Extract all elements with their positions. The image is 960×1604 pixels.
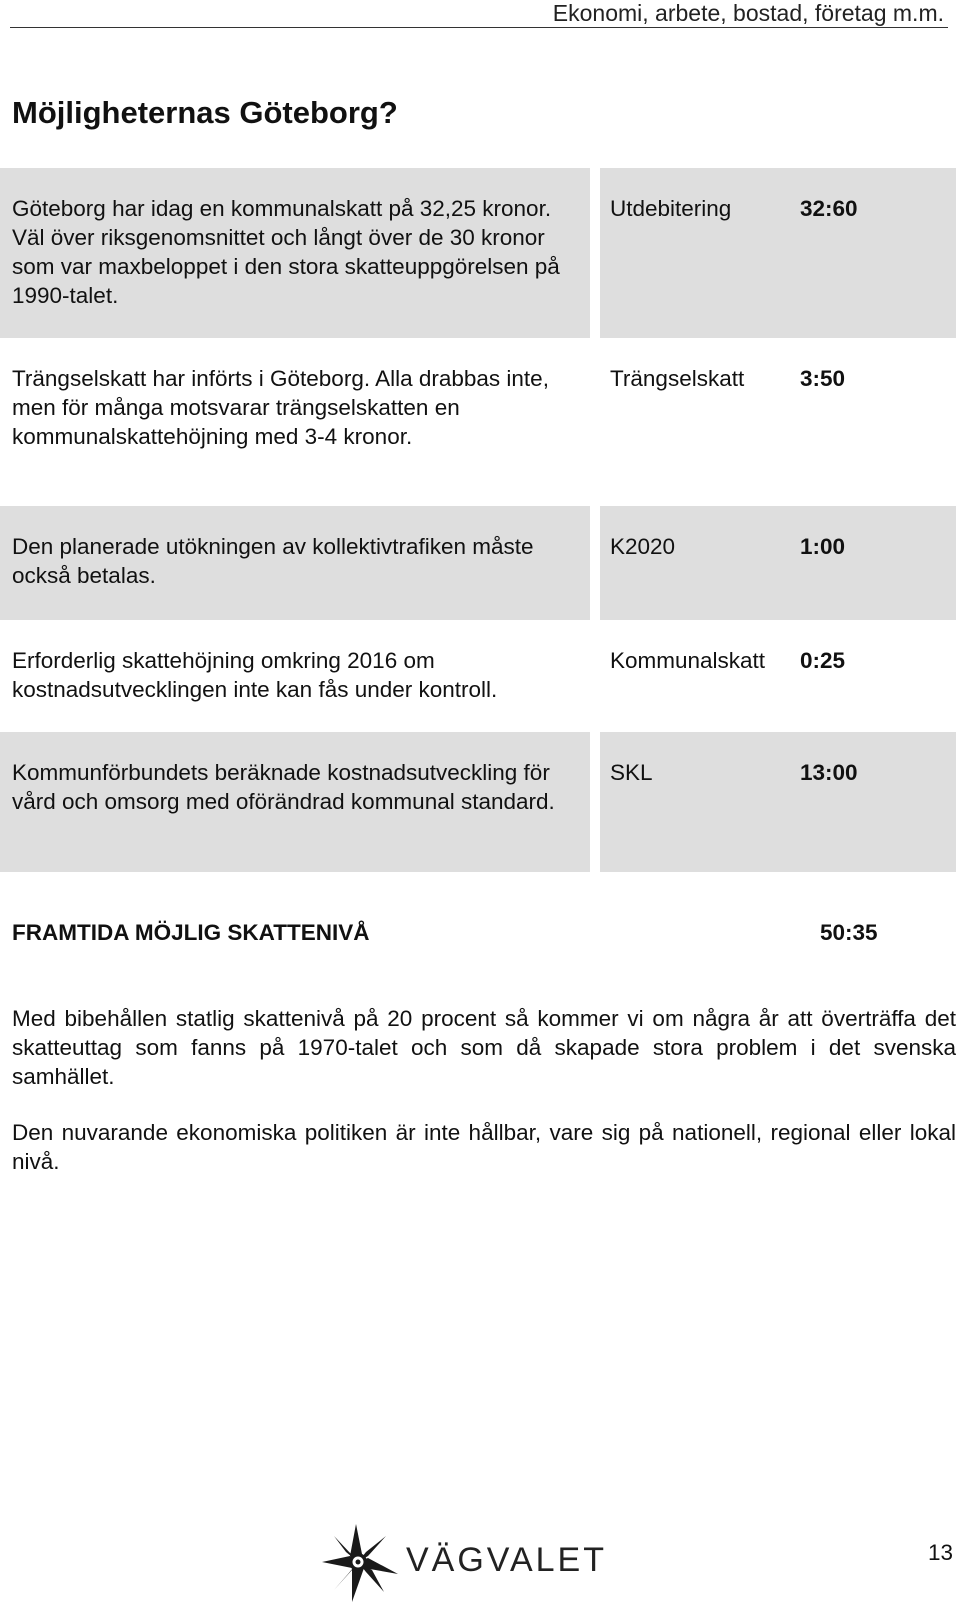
row-description: Göteborg har idag en kommunalskatt på 32,25 kronor. Väl över riksgenomsnittet och långt över de 30 kronor som var maxbeloppet i den stora skatteuppgörelsen på 1990-talet. xyxy=(0,168,590,338)
header-text: Ekonomi, arbete, bostad, företag m.m. xyxy=(552,0,944,26)
tax-row-kommunalskatt xyxy=(0,620,956,732)
row-value: 13:00 xyxy=(790,732,956,872)
row-label: Trängselskatt xyxy=(610,366,745,391)
logo-text: VÄGVALET xyxy=(406,1541,607,1579)
row-description: Trängselskatt har införts i Göteborg. Alla drabbas inte, men för många motsvarar trängselskatten en kommunalskattehöjning med 3-4 kronor. xyxy=(12,366,549,449)
row-description: Erforderlig skattehöjning omkring 2016 om kostnadsutvecklingen inte kan fås under kontroll. xyxy=(12,648,498,702)
row-value: 0:25 xyxy=(800,648,846,673)
row-label: K2020 xyxy=(600,506,790,620)
row-value: 1:00 xyxy=(790,506,956,620)
page-number: 13 xyxy=(928,1540,954,1565)
row-label: Utdebitering xyxy=(600,168,790,338)
total-value: 50:35 xyxy=(820,920,878,945)
row-label: SKL xyxy=(600,732,790,872)
page-header xyxy=(10,0,948,28)
tax-row-utdebitering xyxy=(0,168,956,338)
total-label: FRAMTIDA MÖJLIG SKATTENIVÅ xyxy=(12,920,370,945)
body-paragraph: Den nuvarande ekonomiska politiken är inte hållbar, vare sig på nationell, regional eller lokal nivå. xyxy=(12,1120,956,1174)
row-description: Den planerade utökningen av kollektivtrafiken måste också betalas. xyxy=(0,506,590,620)
row-value: 32:60 xyxy=(790,168,956,338)
row-value: 3:50 xyxy=(800,366,846,391)
row-description: Kommunförbundets beräknade kostnadsutveckling för vård och omsorg med oförändrad kommunal standard. xyxy=(0,732,590,872)
total-row xyxy=(0,918,956,958)
tax-row-k2020 xyxy=(0,506,956,620)
vagvalet-logo xyxy=(320,1522,610,1604)
tax-table xyxy=(0,168,956,872)
page-title: Möjligheternas Göteborg? xyxy=(12,95,398,130)
compass-star-icon xyxy=(320,1522,406,1604)
row-label: Kommunalskatt xyxy=(610,648,766,673)
body-paragraph: Med bibehållen statlig skattenivå på 20 procent så kommer vi om några år att överträffa det skatteuttag som fanns på 1970-talet och som då skapade stora problem i det svenska samhället. xyxy=(12,1006,956,1089)
tax-row-skl xyxy=(0,732,956,872)
tax-row-trangselskatt xyxy=(0,338,956,506)
